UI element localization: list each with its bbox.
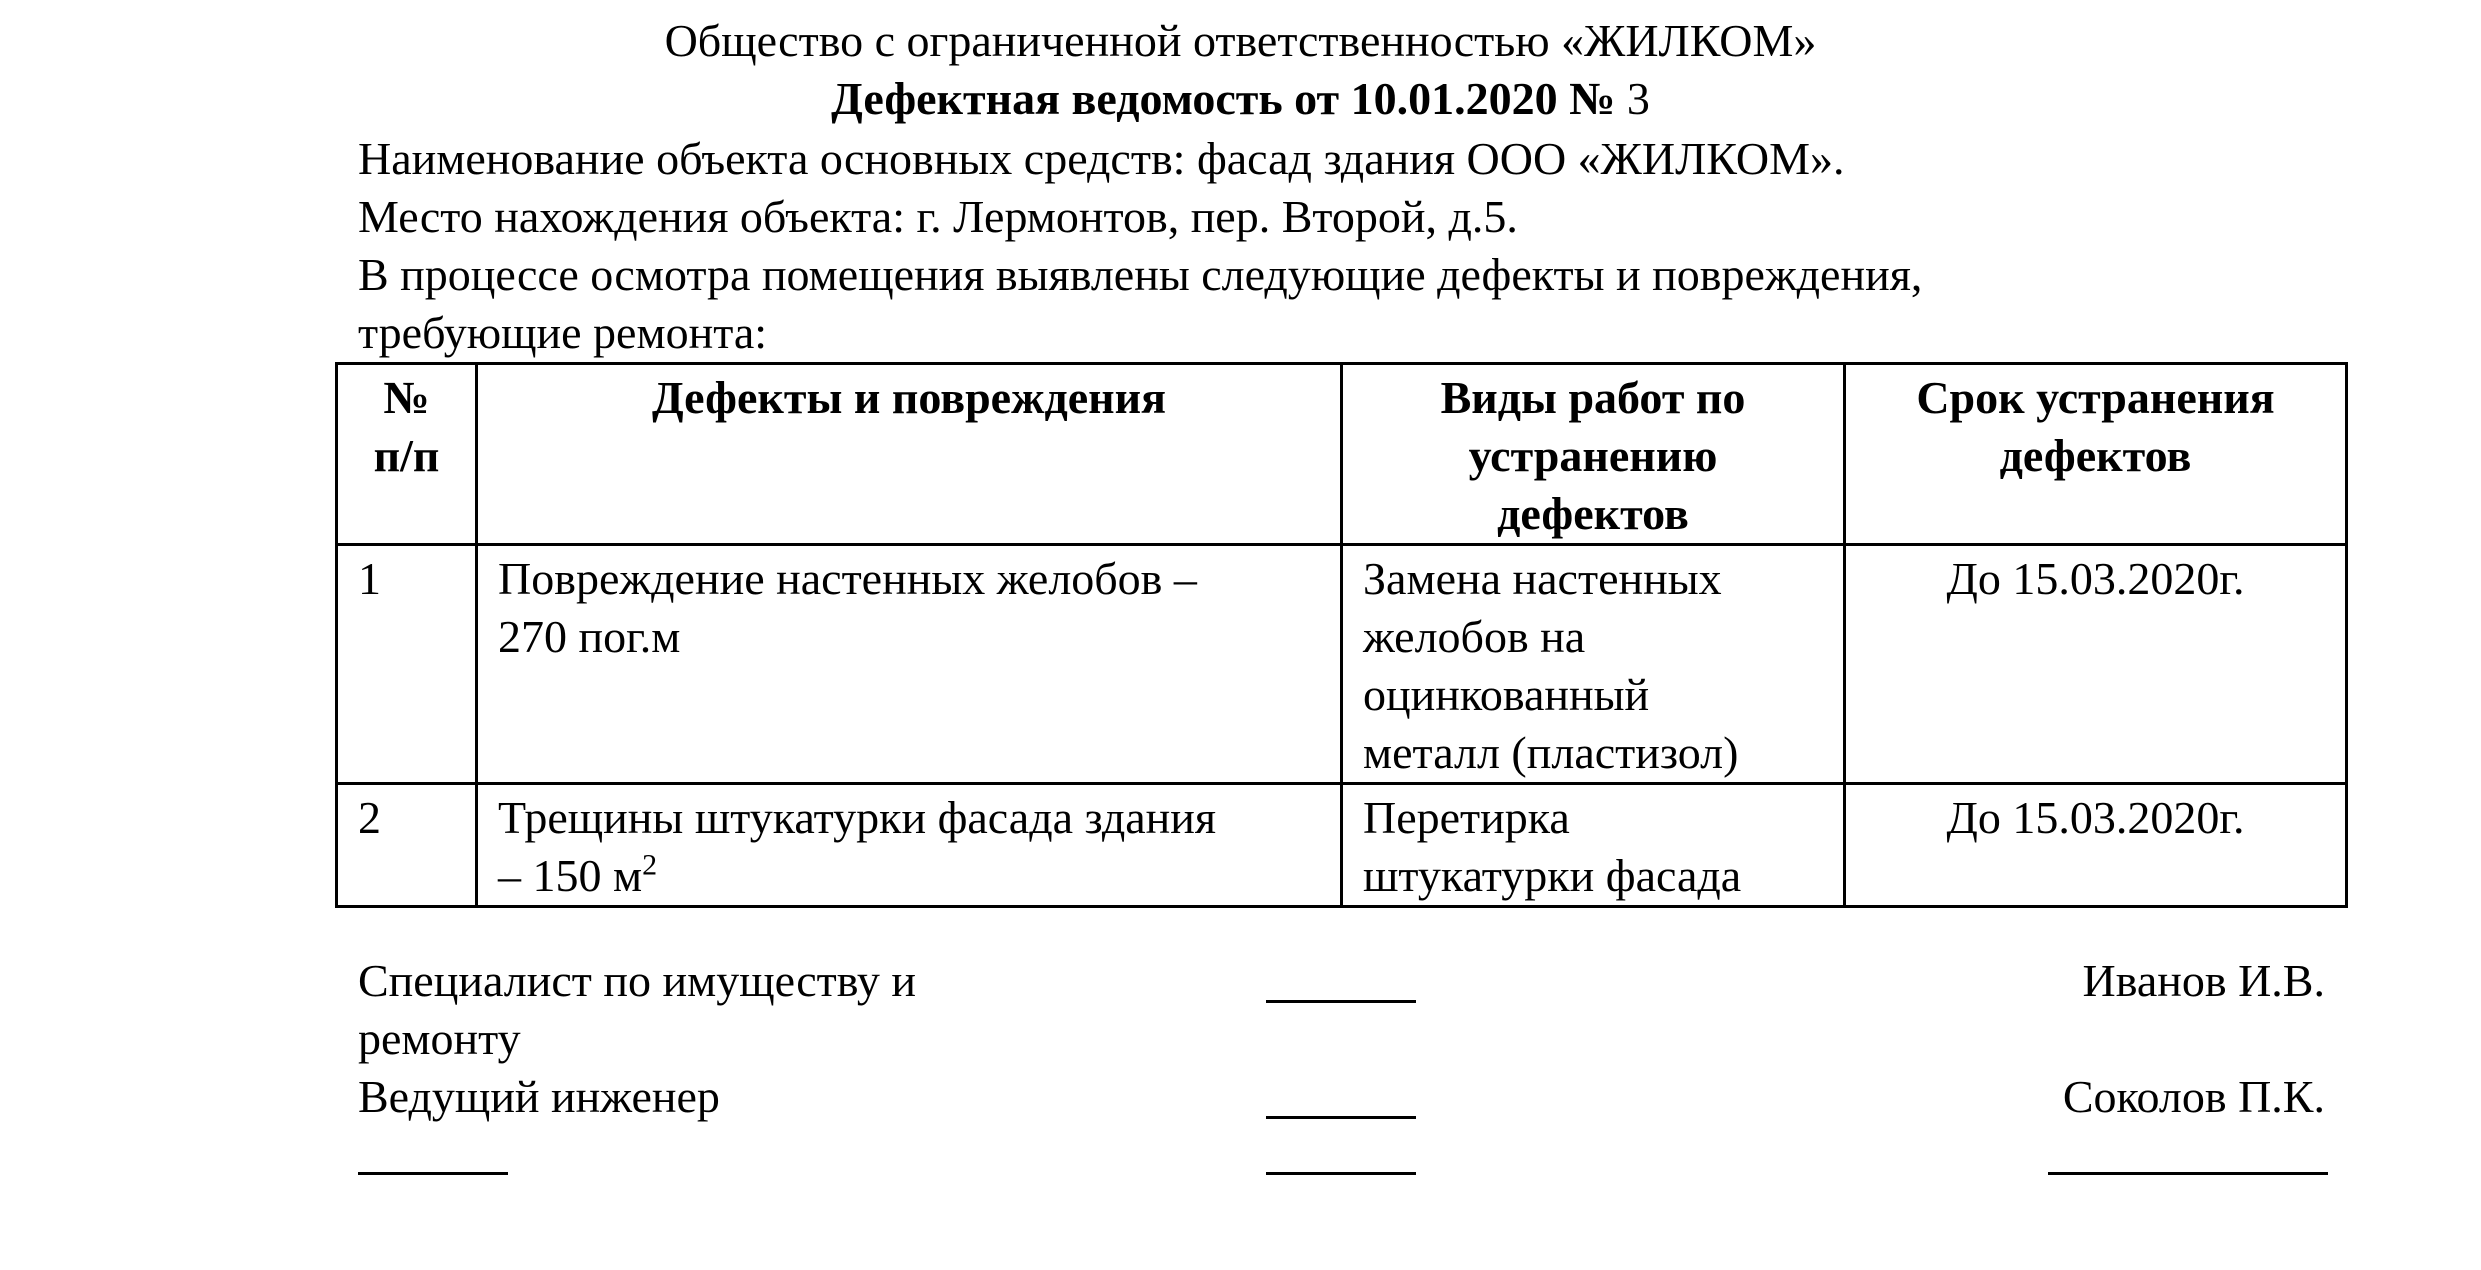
row-defect xyxy=(477,784,1342,907)
row-defect xyxy=(477,545,1342,784)
document-number: 3 xyxy=(1626,73,1650,124)
header-number xyxy=(337,364,477,545)
row-number: 2 xyxy=(337,784,477,907)
table-row xyxy=(337,784,2347,907)
row-work-line-1: Перетирка xyxy=(1363,792,1570,843)
header-works xyxy=(1342,364,1845,545)
row-defect-superscript: 2 xyxy=(642,848,658,882)
inspection-line-2: требующие ремонта: xyxy=(358,307,768,358)
row-deadline: До 15.03.2020г. xyxy=(1845,784,2347,907)
row-defect-line-2-wrap xyxy=(498,847,1320,905)
bottom-center-blank xyxy=(1266,1172,1416,1175)
specialist-title-line-1: Специалист по имуществу и xyxy=(358,955,916,1006)
organization-name: Общество с ограниченной ответственностью «ЖИЛКОМ» xyxy=(664,15,1817,66)
row-number: 1 xyxy=(337,545,477,784)
header-number-line-1: № xyxy=(383,372,430,423)
header-works-line-2: устранению xyxy=(1468,430,1718,481)
document-title-text: Дефектная ведомость от 10.01.2020 № xyxy=(831,73,1616,124)
row-work-line-2: желобов на xyxy=(1363,611,1586,662)
row-work-line-2: штукатурки фасада xyxy=(1363,850,1742,901)
row-work-line-1: Замена настенных xyxy=(1363,553,1722,604)
row-work-line-3: оцинкованный xyxy=(1363,669,1650,720)
specialist-signature-blank xyxy=(1266,1000,1416,1003)
row-defect-line-1: Повреждение настенных желобов – xyxy=(498,553,1197,604)
table-row xyxy=(337,545,2347,784)
defects-table xyxy=(335,362,2348,908)
bottom-left-blank xyxy=(358,1172,508,1175)
row-defect-line-1: Трещины штукатурки фасада здания xyxy=(498,792,1217,843)
header-defects xyxy=(477,364,1342,545)
specialist-title-line-2: ремонту xyxy=(358,1013,521,1064)
row-defect-line-2: – 150 м xyxy=(498,850,643,901)
header-defects-text: Дефекты и повреждения xyxy=(651,372,1167,423)
header-deadline-line-1: Срок устранения xyxy=(1916,372,2275,423)
header-works-line-3: дефектов xyxy=(1497,488,1689,539)
row-defect-line-2: 270 пог.м xyxy=(498,611,681,662)
row-work xyxy=(1342,784,1845,907)
engineer-name: Соколов П.К. xyxy=(2062,1071,2325,1122)
row-work-line-4: металл (пластизол) xyxy=(1363,727,1739,778)
row-work xyxy=(1342,545,1845,784)
header-deadline-line-2: дефектов xyxy=(1999,430,2192,481)
table-header-row xyxy=(337,364,2347,545)
bottom-right-blank xyxy=(2048,1172,2328,1175)
engineer-title: Ведущий инженер xyxy=(358,1071,720,1122)
engineer-signature-blank xyxy=(1266,1116,1416,1119)
header-number-line-2: п/п xyxy=(373,430,440,481)
header-works-line-1: Виды работ по xyxy=(1440,372,1746,423)
object-location-line: Место нахождения объекта: г. Лермонтов, пер. Второй, д.5. xyxy=(358,191,1518,242)
specialist-name: Иванов И.В. xyxy=(2082,955,2325,1006)
header-deadline xyxy=(1845,364,2347,545)
document-title xyxy=(0,70,2481,128)
object-name-line: Наименование объекта основных средств: фасад здания ООО «ЖИЛКОМ». xyxy=(358,133,1845,184)
row-deadline: До 15.03.2020г. xyxy=(1845,545,2347,784)
inspection-line-1: В процессе осмотра помещения выявлены следующие дефекты и повреждения, xyxy=(358,249,1923,300)
